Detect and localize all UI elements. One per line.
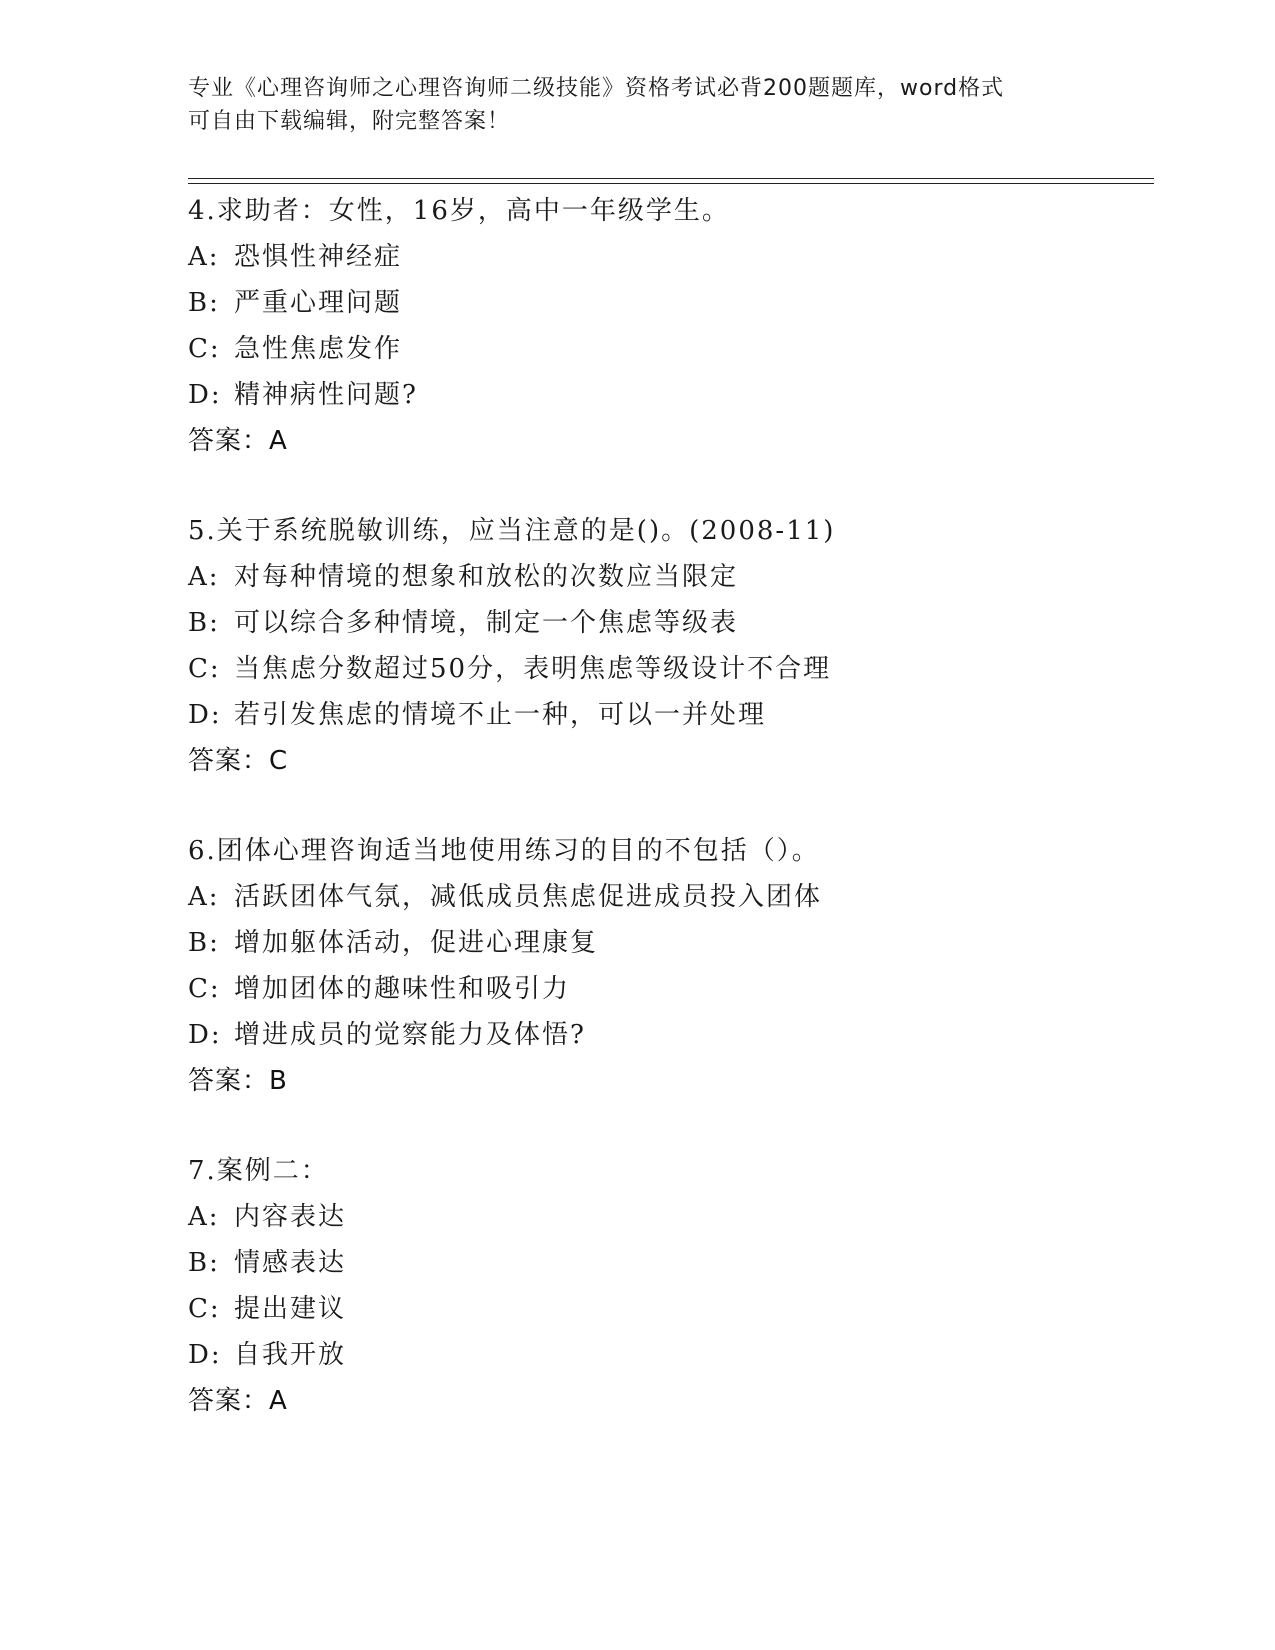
option-letter: D: bbox=[188, 700, 222, 730]
answer-line: 答案：A bbox=[188, 426, 288, 456]
option-text: 情感表达 bbox=[234, 1248, 347, 1278]
header-rule-bottom bbox=[188, 183, 1154, 184]
answer-line: 答案：C bbox=[188, 746, 289, 776]
option-letter: B: bbox=[188, 928, 220, 958]
header-line-2: 可自由下载编辑，附完整答案！ bbox=[188, 109, 511, 134]
option-letter: A: bbox=[188, 242, 220, 272]
question-4 bbox=[188, 188, 1148, 464]
option-a bbox=[188, 234, 1148, 280]
question-5 bbox=[188, 508, 1148, 784]
document-header bbox=[188, 72, 1068, 138]
option-text: 提出建议 bbox=[234, 1294, 347, 1324]
option-text: 增进成员的觉察能力及体悟? bbox=[234, 1020, 586, 1050]
option-letter: D: bbox=[188, 380, 222, 410]
option-text: 若引发焦虑的情境不止一种，可以一并处理 bbox=[234, 700, 767, 730]
header-line-1: 专业《心理咨询师之心理咨询师二级技能》资格考试必背200题题库，word格式 bbox=[188, 76, 1005, 101]
option-text: 可以综合多种情境，制定一个焦虑等级表 bbox=[234, 608, 739, 638]
option-letter: D: bbox=[188, 1020, 222, 1050]
option-text: 增加躯体活动，促进心理康复 bbox=[234, 928, 599, 958]
option-letter: C: bbox=[188, 654, 221, 684]
option-letter: A: bbox=[188, 882, 220, 912]
option-letter: C: bbox=[188, 334, 221, 364]
option-b bbox=[188, 600, 1148, 646]
option-d bbox=[188, 692, 1148, 738]
option-c bbox=[188, 646, 1148, 692]
option-text: 恐惧性神经症 bbox=[234, 242, 403, 272]
question-stem: 4.求助者：女性，16岁，高中一年级学生。 bbox=[188, 196, 730, 226]
option-a bbox=[188, 874, 1148, 920]
option-letter: D: bbox=[188, 1340, 222, 1370]
answer-line: 答案：B bbox=[188, 1066, 288, 1096]
option-d bbox=[188, 1012, 1148, 1058]
option-text: 增加团体的趣味性和吸引力 bbox=[234, 974, 571, 1004]
option-c bbox=[188, 966, 1148, 1012]
option-text: 内容表达 bbox=[234, 1202, 347, 1232]
option-text: 自我开放 bbox=[234, 1340, 347, 1370]
header-rule-top bbox=[188, 178, 1154, 179]
option-text: 活跃团体气氛，减低成员焦虑促进成员投入团体 bbox=[234, 882, 823, 912]
option-d bbox=[188, 1332, 1148, 1378]
option-b bbox=[188, 920, 1148, 966]
option-b bbox=[188, 280, 1148, 326]
option-letter: B: bbox=[188, 1248, 220, 1278]
question-list bbox=[188, 188, 1148, 1424]
option-text: 对每种情境的想象和放松的次数应当限定 bbox=[234, 562, 739, 592]
question-stem: 5.关于系统脱敏训练，应当注意的是()。(2008-11) bbox=[188, 516, 836, 546]
option-b bbox=[188, 1240, 1148, 1286]
option-letter: B: bbox=[188, 288, 220, 318]
question-stem: 7.案例二： bbox=[188, 1156, 329, 1186]
question-stem: 6.团体心理咨询适当地使用练习的目的不包括（）。 bbox=[188, 836, 820, 866]
option-a bbox=[188, 1194, 1148, 1240]
option-text: 精神病性问题? bbox=[234, 380, 418, 410]
option-d bbox=[188, 372, 1148, 418]
option-letter: A: bbox=[188, 562, 220, 592]
answer-line: 答案：A bbox=[188, 1386, 288, 1416]
option-text: 当焦虑分数超过50分，表明焦虑等级设计不合理 bbox=[234, 654, 832, 684]
option-letter: B: bbox=[188, 608, 220, 638]
option-letter: C: bbox=[188, 1294, 221, 1324]
option-text: 急性焦虑发作 bbox=[234, 334, 403, 364]
option-letter: A: bbox=[188, 1202, 220, 1232]
question-7 bbox=[188, 1148, 1148, 1424]
question-6 bbox=[188, 828, 1148, 1104]
option-a bbox=[188, 554, 1148, 600]
option-letter: C: bbox=[188, 974, 221, 1004]
option-c bbox=[188, 326, 1148, 372]
option-c bbox=[188, 1286, 1148, 1332]
option-text: 严重心理问题 bbox=[234, 288, 403, 318]
